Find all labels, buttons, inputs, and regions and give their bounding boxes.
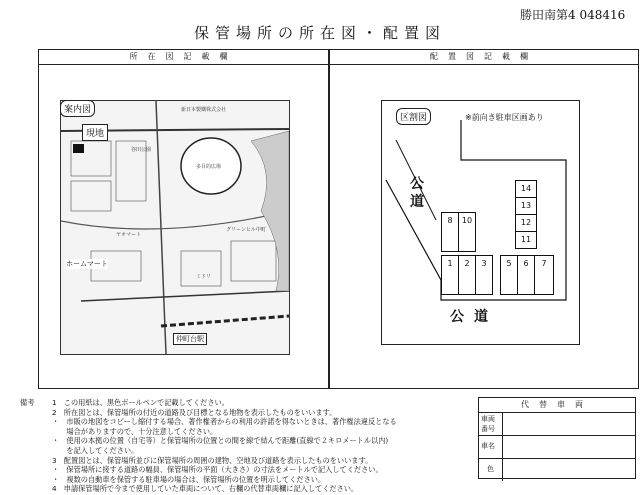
notes-list bbox=[52, 398, 472, 494]
note-line: 4 申請保管場所で今まで使用していた車両について、右欄の代替車両欄に記入してください。 bbox=[52, 484, 359, 494]
vehicle-name-field[interactable] bbox=[503, 436, 635, 458]
page-title: 保管場所の所在図・配置図 bbox=[193, 24, 446, 42]
table-header: 代替車両 bbox=[479, 398, 635, 413]
replacement-vehicle-table bbox=[478, 397, 636, 479]
vehicle-color-field[interactable] bbox=[503, 459, 635, 481]
note-line: を記入してください。 bbox=[52, 445, 139, 455]
note-line: ・ 複数の自動車を保管する駐車場の場合は、保管場所の位置を明示してください。 bbox=[52, 474, 326, 484]
table-row bbox=[479, 436, 635, 459]
stall-11: 11 bbox=[515, 231, 537, 249]
plan-note: ※前向き駐車区画あり bbox=[465, 113, 544, 122]
note-line: 2 所在図とは、保管場所の付近の道路及び目標となる地物を表示したものをいいます。 bbox=[52, 407, 337, 417]
map-guide-label: 案内図 bbox=[60, 100, 95, 117]
map-label-park: 谷田公園 bbox=[131, 147, 152, 153]
stall-2: 2 bbox=[458, 255, 476, 295]
right-panel-header: 配置図記載欄 bbox=[330, 50, 638, 65]
map-label-field: 多目的広場 bbox=[196, 164, 222, 170]
left-panel-header: 所在図記載欄 bbox=[39, 50, 328, 65]
stall-12: 12 bbox=[515, 214, 537, 232]
road-left-label: 公道 bbox=[410, 176, 424, 210]
stall-14: 14 bbox=[515, 180, 537, 198]
site-marker bbox=[73, 144, 84, 153]
note-line: ・ 保管場所に接する道路の幅員、保管場所の平面（大きさ）の寸法をメートルで記入してください。 bbox=[52, 465, 383, 475]
map-label-green: グリーンヒル中町 bbox=[226, 227, 266, 233]
map-label-top: 新日本製鐵株式会社 bbox=[181, 107, 227, 113]
stall-6: 6 bbox=[517, 255, 535, 295]
notes-heading: 備考 bbox=[20, 398, 35, 407]
map-label-home: ホームマート bbox=[66, 260, 108, 268]
road-bottom-label: 公道 bbox=[450, 309, 498, 325]
site-label: 現地 bbox=[82, 124, 108, 141]
plan-label: 区割図 bbox=[396, 108, 431, 125]
stall-7: 7 bbox=[534, 255, 554, 295]
stall-13: 13 bbox=[515, 197, 537, 215]
stall-8: 8 bbox=[441, 212, 459, 252]
map-label-mid: ミドリ bbox=[196, 274, 212, 280]
stall-10: 10 bbox=[458, 212, 476, 252]
map-label-station: 仲町台駅 bbox=[173, 333, 207, 345]
note-line: 場合がありますので、十分注意してください。 bbox=[52, 426, 218, 436]
table-row-label: 車両番号 bbox=[479, 413, 503, 435]
handwritten-reference: 勝田南第4 048416 bbox=[520, 8, 626, 22]
note-line: ・ 市販の地図をコピーし縮付する場合、著作権者からの利用の許諾を得ないときは、著作権法違反となる bbox=[52, 417, 397, 427]
stall-3: 3 bbox=[475, 255, 493, 295]
stall-1: 1 bbox=[441, 255, 459, 295]
note-line: 1 この用紙は、黒色ボールペンで記載してください。 bbox=[52, 398, 229, 407]
table-row bbox=[479, 413, 635, 436]
vehicle-number-field[interactable] bbox=[503, 413, 635, 435]
table-row-label: 色 bbox=[479, 459, 503, 481]
note-line: 3 配置図とは、保管場所並びに保管場所の周囲の建物、空地及び道路を表示したものをいいます。 bbox=[52, 455, 373, 465]
map-label-store: ヤオマート bbox=[116, 232, 142, 238]
table-row bbox=[479, 459, 635, 481]
note-line: ・ 使用の本拠の位置（自宅等）と保管場所の位置との間を線で結んで距離(直線で２キロメートル以内) bbox=[52, 436, 389, 446]
table-row-label: 車名 bbox=[479, 436, 503, 458]
stall-5: 5 bbox=[500, 255, 518, 295]
